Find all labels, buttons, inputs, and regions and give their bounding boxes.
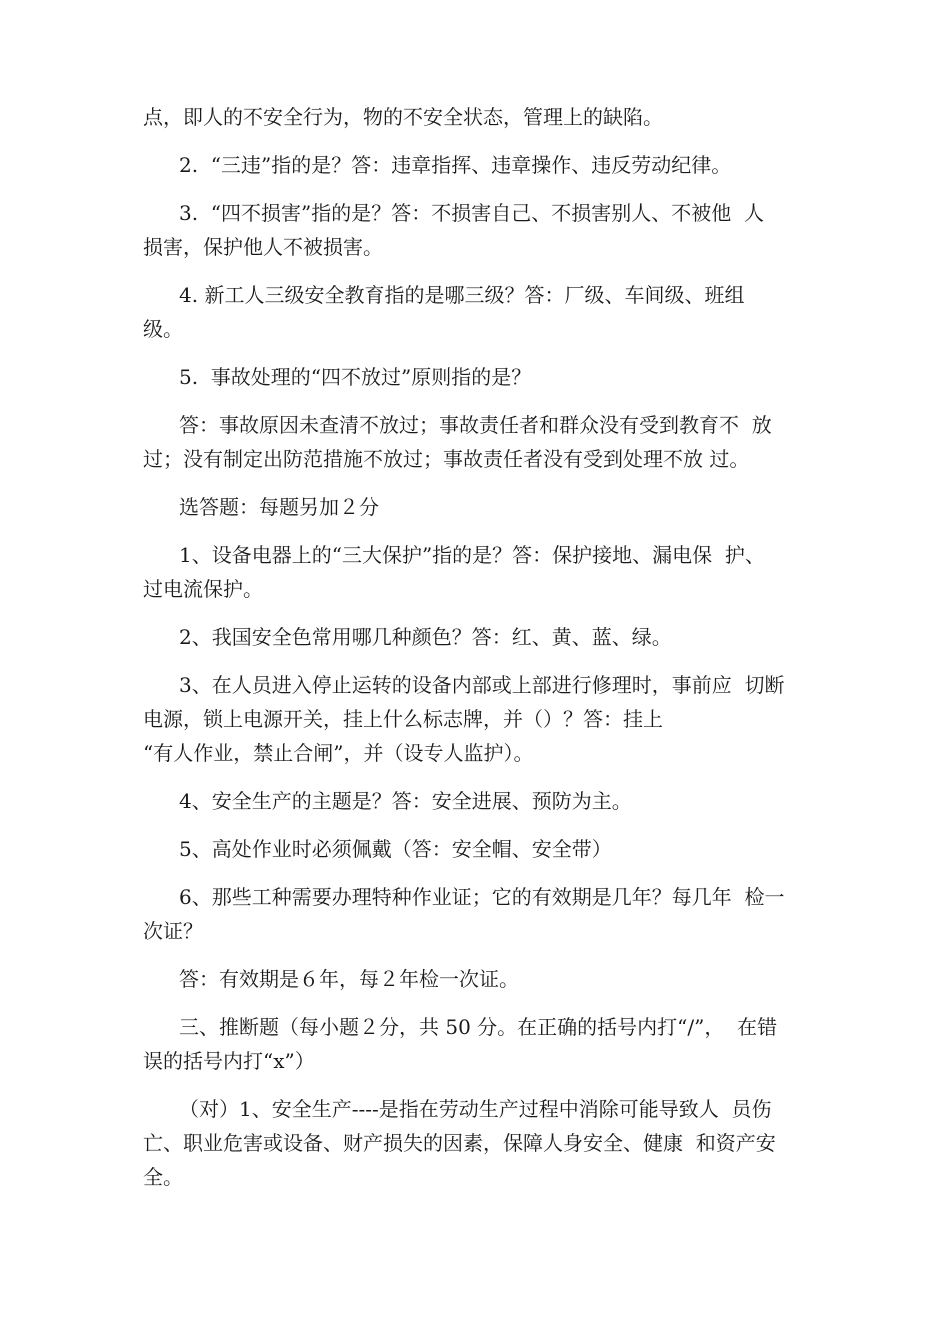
paragraph: [143, 408, 831, 476]
text-line: 选答题：每题另加２分: [179, 495, 379, 519]
text-line: 4、安全生产的主题是？答：安全进展、预防为主。: [179, 789, 632, 813]
text-line: 过电流保护。: [143, 577, 263, 601]
paragraph: [143, 962, 831, 996]
paragraph: [143, 784, 831, 818]
paragraph: [143, 832, 831, 866]
text-line: 三、推断题（每小题２分，共 50 分。在正确的括号内打“/”， 在错: [179, 1015, 778, 1039]
text-line: （对）1、安全生产----是指在劳动生产过程中消除可能导致人 员伤: [179, 1097, 772, 1121]
text-line: “有人作业，禁止合闸”，并（设专人监护）。: [143, 741, 534, 765]
paragraph: [143, 360, 831, 394]
text-line: 4. 新工人三级安全教育指的是哪三级？答：厂级、车间级、班组: [179, 283, 745, 307]
text-line: 5、高处作业时必须佩戴（答：安全帽、安全带）: [179, 837, 612, 861]
text-line: 级。: [143, 317, 183, 341]
text-line: 全。: [143, 1165, 183, 1189]
paragraph: [143, 880, 831, 948]
text-line: 答：事故原因未查清不放过；事故责任者和群众没有受到教育不 放: [179, 413, 772, 437]
text-line: 点，即人的不安全行为，物的不安全状态，管理上的缺陷。: [143, 105, 663, 129]
text-line: 1、设备电器上的“三大保护”指的是？答：保护接地、漏电保 护、: [179, 543, 765, 567]
text-line: 电源，锁上电源开关，挂上什么标志牌，并（）？答：挂上: [143, 707, 663, 731]
document-body: [143, 100, 831, 1208]
text-line: 5. 事故处理的“四不放过”原则指的是？: [179, 365, 532, 389]
paragraph: [143, 490, 831, 524]
paragraph: [143, 278, 831, 346]
paragraph: [143, 100, 831, 134]
text-line: 3、在人员进入停止运转的设备内部或上部进行修理时，事前应 切断: [179, 673, 785, 697]
paragraph: [143, 538, 831, 606]
paragraph: [143, 668, 831, 770]
text-line: 过；没有制定出防范措施不放过；事故责任者没有受到处理不放 过。: [143, 447, 750, 471]
text-line: 误的括号内打“x”）: [143, 1049, 315, 1073]
paragraph: [143, 148, 831, 182]
paragraph: [143, 196, 831, 264]
text-line: 答：有效期是６年，每２年检一次证。: [179, 967, 519, 991]
text-line: 次证？: [143, 919, 203, 943]
text-line: 3. “四不损害”指的是？答：不损害自己、不损害别人、不被他 人: [179, 201, 764, 225]
paragraph: [143, 620, 831, 654]
paragraph: [143, 1092, 831, 1194]
text-line: 2. “三违”指的是？答：违章指挥、违章操作、违反劳动纪律。: [179, 153, 732, 177]
paragraph: [143, 1010, 831, 1078]
text-line: 6、那些工种需要办理特种作业证；它的有效期是几年？每几年 检一: [179, 885, 785, 909]
text-line: 2、我国安全色常用哪几种颜色？答：红、黄、蓝、绿。: [179, 625, 672, 649]
text-line: 亡、职业危害或设备、财产损失的因素，保障人身安全、健康 和资产安: [143, 1131, 776, 1155]
text-line: 损害，保护他人不被损害。: [143, 235, 383, 259]
